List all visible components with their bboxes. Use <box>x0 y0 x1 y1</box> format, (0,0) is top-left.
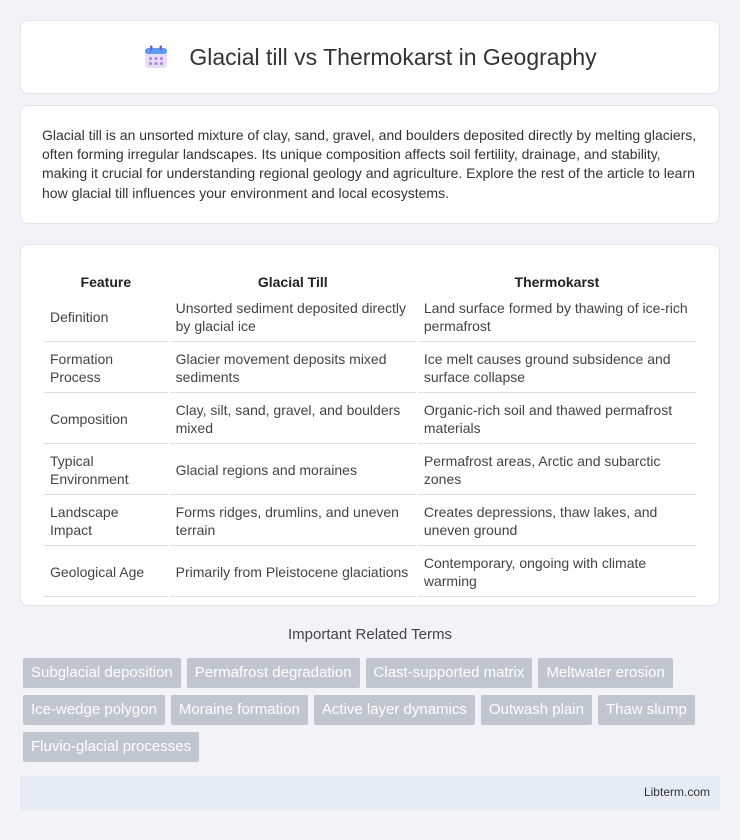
intro-card <box>20 105 720 224</box>
feature-cell: Formation Process <box>44 344 168 393</box>
related-term-tag[interactable]: Active layer dynamics <box>314 695 475 725</box>
footer <box>20 776 720 810</box>
table-row <box>44 446 696 495</box>
column-header-thermokarst: Thermokarst <box>514 274 600 290</box>
footer-site-link[interactable]: Libterm.com <box>643 785 710 799</box>
related-term-tag[interactable]: Moraine formation <box>171 695 308 725</box>
feature-cell: Landscape Impact <box>44 497 168 546</box>
thermokarst-cell: Organic-rich soil and thawed permafrost materials <box>418 395 696 444</box>
related-term-tag[interactable]: Thaw slump <box>598 695 695 725</box>
related-term-tag[interactable]: Outwash plain <box>481 695 592 725</box>
glacial-till-cell: Primarily from Pleistocene glaciations <box>170 548 416 597</box>
feature-cell: Geological Age <box>44 548 168 597</box>
thermokarst-cell: Permafrost areas, Arctic and subarctic zones <box>418 446 696 495</box>
column-header-glacial-till: Glacial Till <box>257 274 328 290</box>
glacial-till-cell: Clay, silt, sand, gravel, and boulders mixed <box>170 395 416 444</box>
header-inner <box>143 44 596 71</box>
thermokarst-cell: Ice melt causes ground subsidence and surface collapse <box>418 344 696 393</box>
feature-cell: Definition <box>44 293 168 342</box>
related-term-tag[interactable]: Subglacial deposition <box>23 658 181 688</box>
table-row <box>44 293 696 342</box>
related-terms-title: Important Related Terms <box>288 626 452 643</box>
feature-cell: Composition <box>44 395 168 444</box>
glacial-till-cell: Glacial regions and moraines <box>170 446 416 495</box>
table-row <box>44 344 696 393</box>
thermokarst-cell: Creates depressions, thaw lakes, and uneven ground <box>418 497 696 546</box>
table-row <box>44 497 696 546</box>
related-terms-list <box>23 658 723 762</box>
header-card <box>20 20 720 94</box>
feature-cell: Typical Environment <box>44 446 168 495</box>
related-term-tag[interactable]: Clast-supported matrix <box>366 658 533 688</box>
page-title: Glacial till vs Thermokarst in Geography <box>189 43 597 70</box>
comparison-table <box>42 265 698 599</box>
related-term-tag[interactable]: Meltwater erosion <box>538 658 672 688</box>
glacial-till-cell: Forms ridges, drumlins, and uneven terrain <box>170 497 416 546</box>
column-header-feature: Feature <box>80 274 132 290</box>
glacial-till-cell: Glacier movement deposits mixed sediments <box>170 344 416 393</box>
related-term-tag[interactable]: Fluvio-glacial processes <box>23 732 199 762</box>
related-term-tag[interactable]: Permafrost degradation <box>187 658 360 688</box>
glacial-till-cell: Unsorted sediment deposited directly by glacial ice <box>170 293 416 342</box>
thermokarst-cell: Contemporary, ongoing with climate warming <box>418 548 696 597</box>
intro-paragraph: Glacial till is an unsorted mixture of clay, sand, gravel, and boulders deposited directly by melting glaciers, often forming irregular landscapes. Its unique composition affects soil fertility, drainage, and stability, making it crucial for understanding regional geology and agriculture. Explore the rest of the article to learn how glacial till influences your environment and local ecosystems. <box>42 127 697 201</box>
thermokarst-cell: Land surface formed by thawing of ice-rich permafrost <box>418 293 696 342</box>
calendar-icon <box>143 44 169 70</box>
table-row <box>44 395 696 444</box>
related-term-tag[interactable]: Ice-wedge polygon <box>23 695 165 725</box>
table-row <box>44 548 696 597</box>
table-header-row <box>44 267 696 291</box>
comparison-table-card <box>20 244 720 606</box>
